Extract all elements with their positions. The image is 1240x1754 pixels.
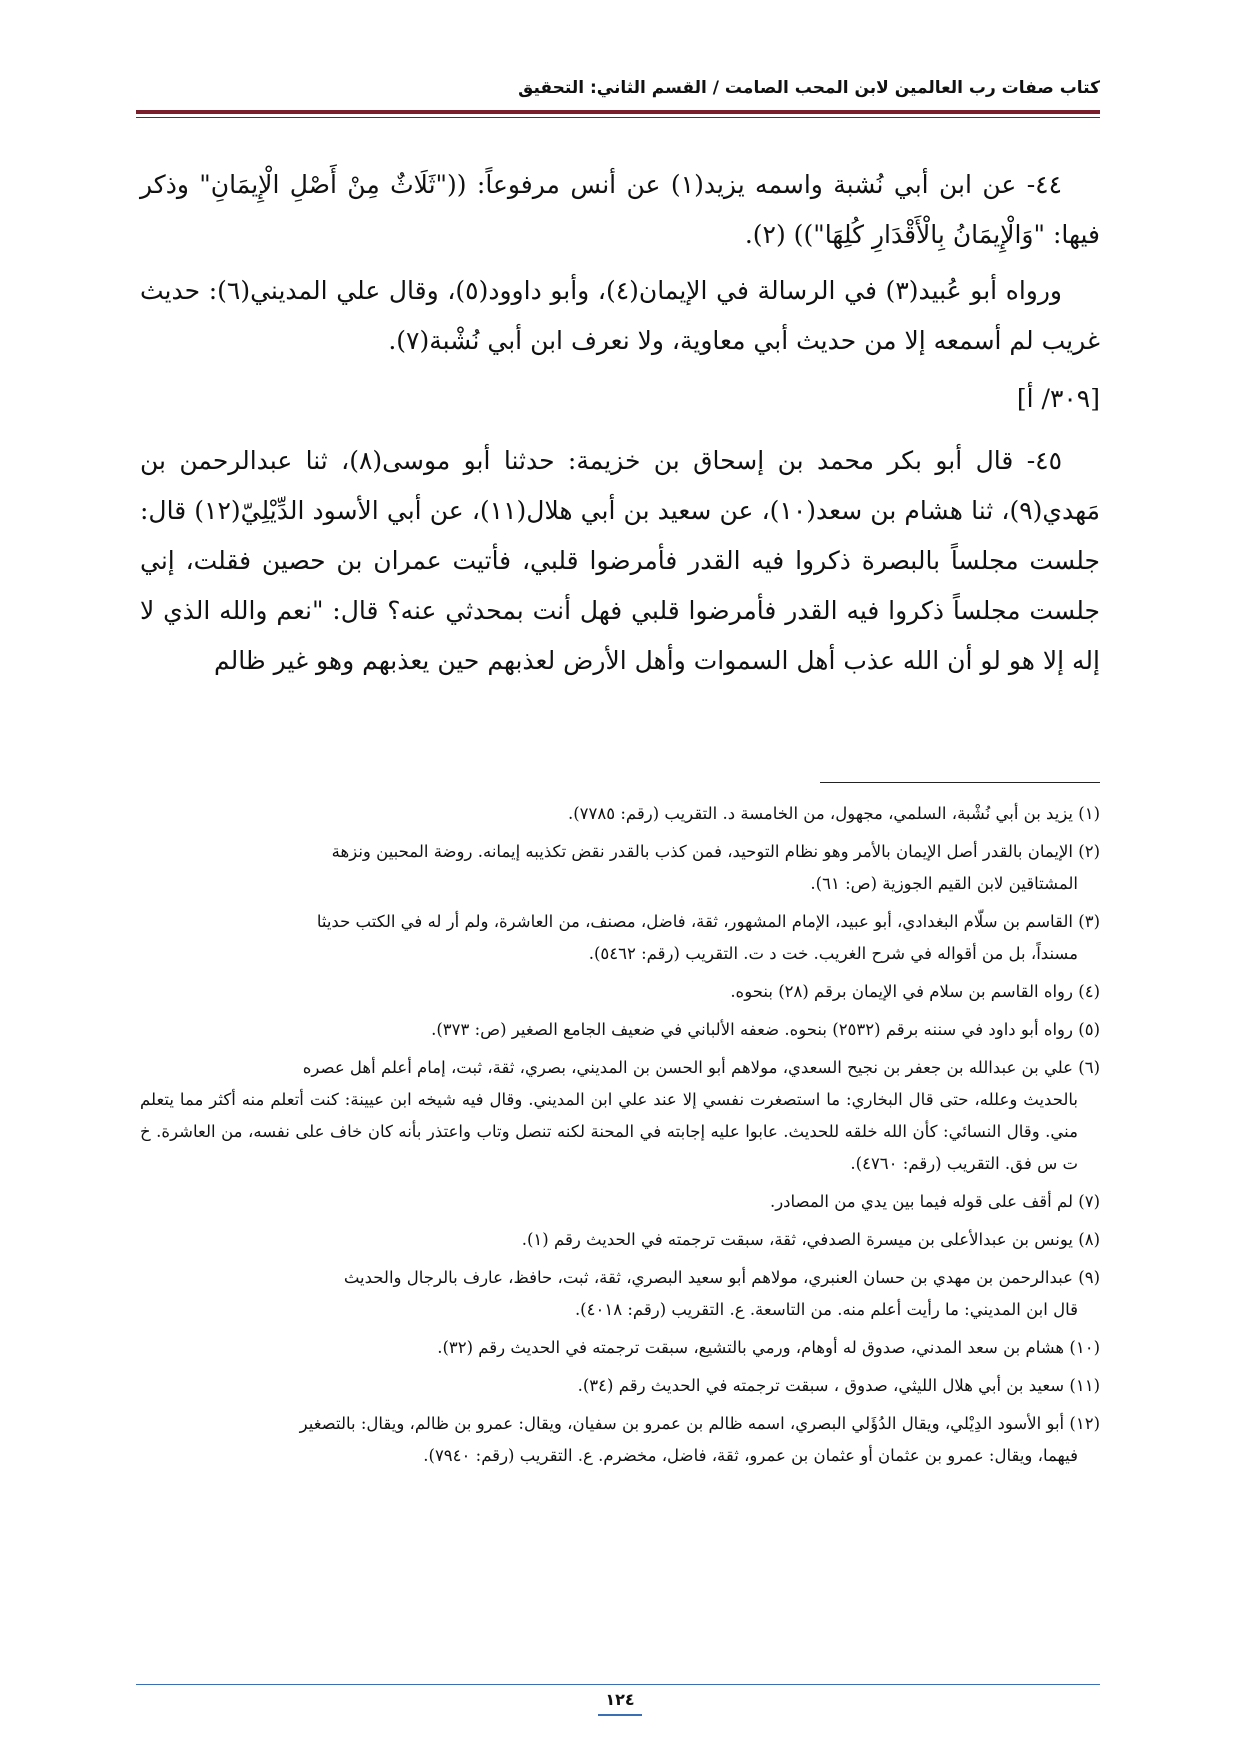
footnote [140, 1408, 1100, 1472]
footnote-text: (٣) القاسم بن سلّام البغدادي، أبو عبيد، الإمام المشهور، ثقة، فاضل، مصنف، من العاشرة، ولم أر له في الكتب حديثا [316, 912, 1100, 931]
footnote-text: (٤) رواه القاسم بن سلام في الإيمان برقم (٢٨) بنحوه. [730, 982, 1100, 1001]
footnote-text: (٨) يونس بن عبدالأعلى بن ميسرة الصدفي، ثقة، سبقت ترجمته في الحديث رقم (١). [521, 1230, 1100, 1249]
main-text [140, 160, 1100, 692]
hadith-44: ٤٤- عن ابن أبي نُشبة واسمه يزيد(١) عن أنس مرفوعاً: (("ثَلَاثٌ مِنْ أَصْلِ الْإِيمَانِ" وذكر فيها: "وَالْإِيمَانُ بِالْأَقْدَارِ كُلِهَا")) (٢). [140, 170, 1100, 249]
footnote [140, 798, 1100, 830]
page-number [0, 1690, 1240, 1709]
page-number-underline [598, 1714, 642, 1716]
page-number-text: ١٢٤ [605, 1690, 635, 1709]
footnote-separator [820, 782, 1100, 783]
running-header: كتاب صفات رب العالمين لابن المحب الصامت / القسم الثاني: التحقيق [518, 78, 1100, 98]
footnote [140, 1370, 1100, 1402]
footnote-text: (١) يزيد بن أبي نُشْبة، السلمي، مجهول، من الخامسة د. التقريب (رقم: ٧٧٨٥). [567, 804, 1100, 823]
footnote [140, 836, 1100, 900]
footnote-text: (١١) سعيد بن أبي هلال الليثي، صدوق ، سبقت ترجمته في الحديث رقم (٣٤). [577, 1376, 1100, 1395]
footnote [140, 1014, 1100, 1046]
footnote-text: (١٢) أبو الأسود الدِيْلي، ويقال الدُؤَلي البصري، اسمه ظالم بن عمرو بن سفيان، ويقال: عمرو بن ظالم، ويقال: بالتصغير [299, 1414, 1100, 1433]
footnotes [140, 798, 1100, 1478]
footnote [140, 1224, 1100, 1256]
manuscript-folio-marker: [٣٠٩/ أ] [1016, 384, 1100, 413]
footnote-continuation: قال ابن المديني: ما رأيت أعلم منه. من التاسعة. ع. التقريب (رقم: ٤٠١٨). [574, 1300, 1078, 1319]
header-rule-thin [136, 117, 1100, 118]
footnote [140, 1332, 1100, 1364]
footnote-text: (٦) علي بن عبدالله بن جعفر بن نجيح السعدي، مولاهم أبو الحسن بن المديني، بصري، ثقة، ثبت، إمام أعلم أهل عصره [302, 1058, 1100, 1077]
hadith-44-commentary: ورواه أبو عُبيد(٣) في الرسالة في الإيمان(٤)، وأبو داوود(٥)، وقال علي المديني(٦): حديث غريب لم أسمعه إلا من حديث أبي معاوية، ولا نعرف ابن أبي نُشْبة(٧). [140, 276, 1100, 355]
footnote [140, 906, 1100, 970]
footnote-text: (٢) الإيمان بالقدر أصل الإيمان بالأمر وهو نظام التوحيد، فمن كذب بالقدر نقض تكذيبه إيمانه. روضة المحبين ونزهة [331, 842, 1100, 861]
footnote-continuation: المشتاقين لابن القيم الجوزية (ص: ٦١). [810, 874, 1078, 893]
header-rule [136, 110, 1100, 114]
footnote [140, 976, 1100, 1008]
footnote-continuation: فيهما، ويقال: عمرو بن عثمان أو عثمان بن عمرو، ثقة، فاضل، مخضرم. ع. التقريب (رقم: ٧٩٤٠). [423, 1446, 1078, 1465]
footnote [140, 1052, 1100, 1180]
footnote-text: (٩) عبدالرحمن بن مهدي بن حسان العنبري، مولاهم أبو سعيد البصري، ثقة، ثبت، حافظ، عارف بالرجال والحديث [343, 1268, 1100, 1287]
footnote-continuation: بالحديث وعلله، حتى قال البخاري: ما استصغرت نفسي إلا عند علي ابن المديني. وقال فيه شيخه ابن عيينة: كنت أتعلم منه أكثر مما يتعلم مني. وقال النسائي: كأن الله خلقه للحديث. عابوا عليه إجابته في المحنة لكنه تنصل وتاب واعتذر بأنه كان خاف على نفسه، من العاشرة. خ ت س فق. التقريب (رقم: ٤٧٦٠). [140, 1090, 1078, 1173]
footnote [140, 1262, 1100, 1326]
footnote-continuation: مسنداً، بل من أقواله في شرح الغريب. خت د ت. التقريب (رقم: ٥٤٦٢). [588, 944, 1078, 963]
footnote [140, 1186, 1100, 1218]
hadith-45: ٤٥- قال أبو بكر محمد بن إسحاق بن خزيمة: حدثنا أبو موسى(٨)، ثنا عبدالرحمن بن مَهدي(٩)، ثنا هشام بن سعد(١٠)، عن سعيد بن أبي هلال(١١)، عن أبي الأسود الدِّيْلِيّ(١٢) قال: جلست مجلساً بالبصرة ذكروا فيه القدر فأمرضوا قلبي، فأتيت عمران بن حصين فقلت، إني جلست مجلساً ذكروا فيه القدر فأمرضوا قلبي فهل أنت بمحدثي عنه؟ قال: "نعم والله الذي لا إله إلا هو لو أن الله عذب أهل السموات وأهل الأرض لعذبهم حين يعذبهم وهو غير ظالم [140, 446, 1100, 675]
footnote-text: (١٠) هشام بن سعد المدني، صدوق له أوهام، ورمي بالتشيع، سبقت ترجمته في الحديث رقم (٣٢). [437, 1338, 1100, 1357]
footer-rule [136, 1684, 1100, 1685]
footnote-text: (٧) لم أقف على قوله فيما بين يدي من المصادر. [769, 1192, 1100, 1211]
footnote-text: (٥) رواه أبو داود في سننه برقم (٢٥٣٢) بنحوه. ضعفه الألباني في ضعيف الجامع الصغير (ص: ٣٧٣). [431, 1020, 1100, 1039]
